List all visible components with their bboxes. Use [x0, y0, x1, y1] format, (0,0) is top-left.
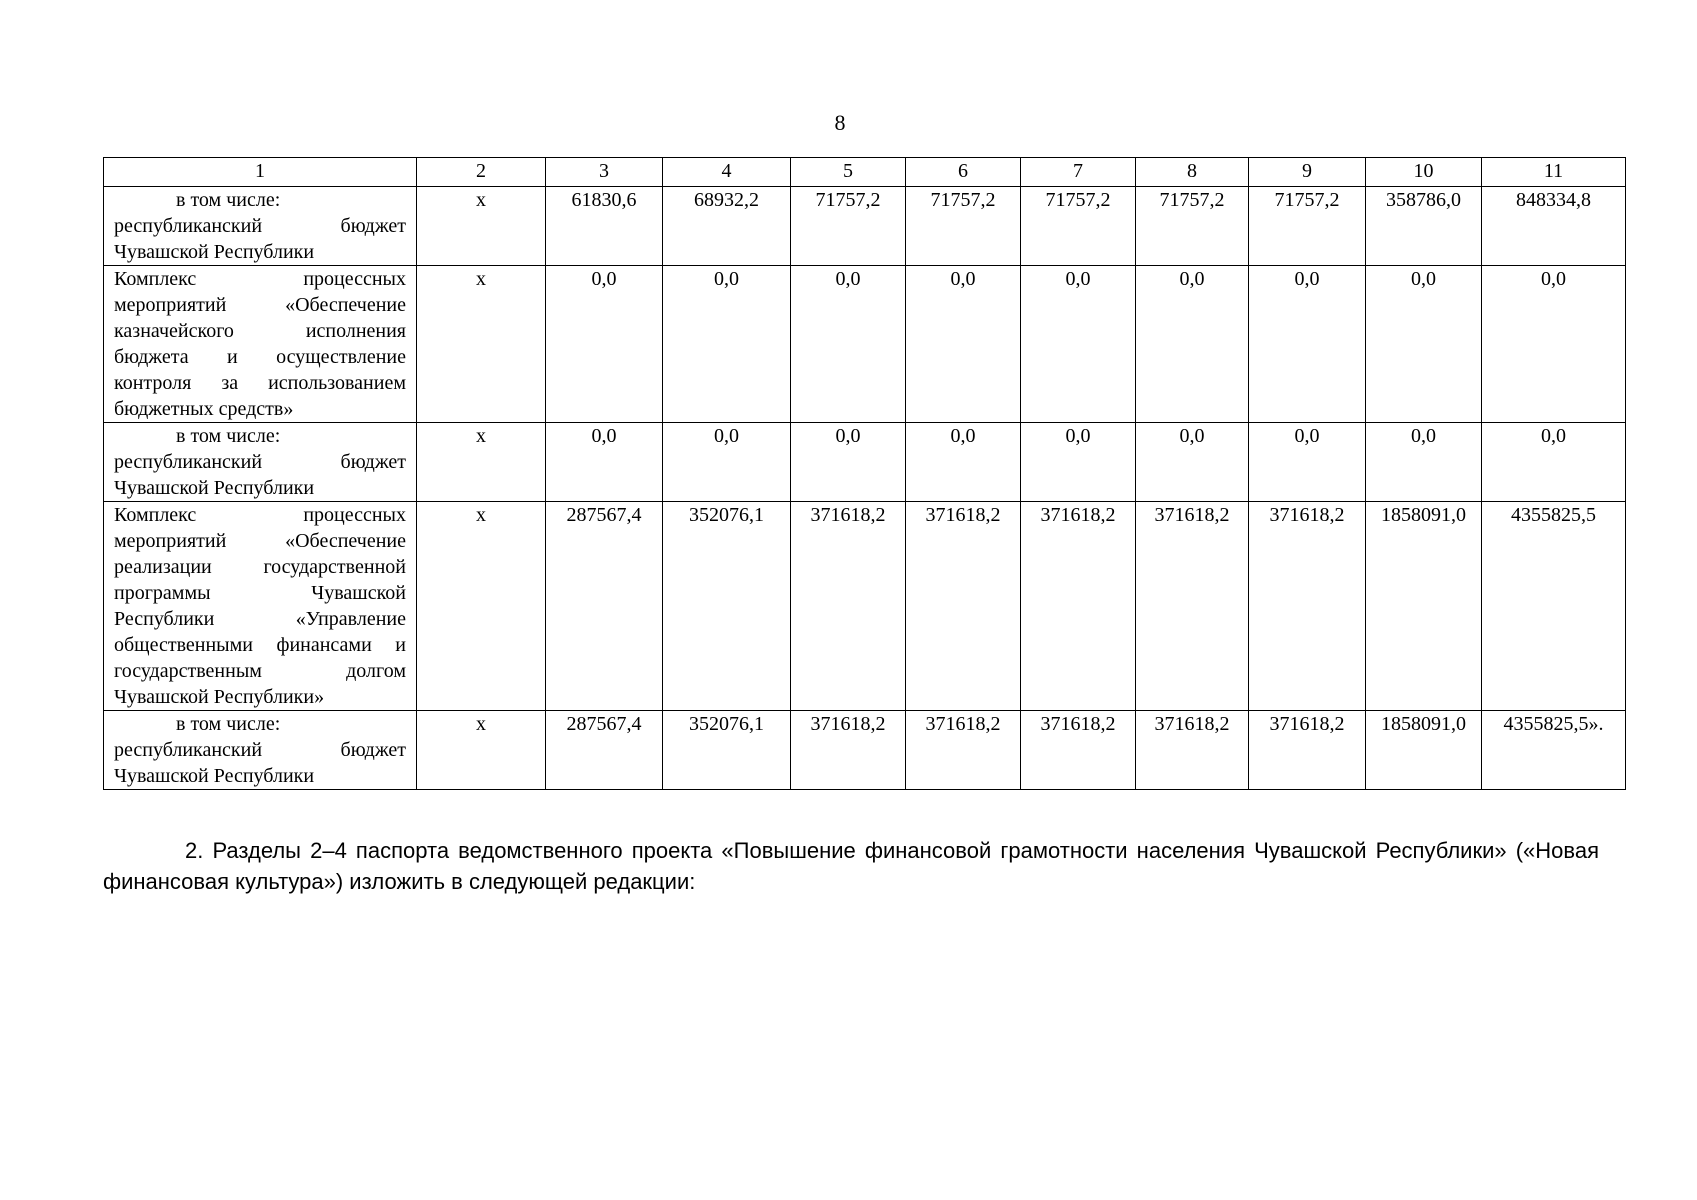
value-cell: 71757,2	[791, 187, 906, 266]
value-cell: 287567,4	[546, 711, 663, 790]
value-cell: 371618,2	[1021, 502, 1136, 711]
value-cell: 71757,2	[1249, 187, 1366, 266]
value-cell: 371618,2	[1249, 502, 1366, 711]
value-cell: 352076,1	[663, 711, 791, 790]
column-header: 11	[1482, 158, 1626, 187]
row-label-cell	[104, 502, 417, 711]
value-cell: 371618,2	[906, 502, 1021, 711]
value-cell: 0,0	[1021, 423, 1136, 502]
column-header: 6	[906, 158, 1021, 187]
row-label-intro: в том числе:	[176, 189, 281, 211]
value-cell: 71757,2	[1136, 187, 1249, 266]
budget-table	[103, 157, 1626, 790]
column-header: 3	[546, 158, 663, 187]
column-header: 5	[791, 158, 906, 187]
value-cell: 0,0	[546, 266, 663, 423]
value-cell: 371618,2	[1021, 711, 1136, 790]
value-cell: 0,0	[663, 423, 791, 502]
row-label-intro: в том числе:	[176, 425, 281, 447]
value-cell: 4355825,5».	[1482, 711, 1626, 790]
value-cell: 0,0	[1136, 423, 1249, 502]
value-cell: 371618,2	[791, 711, 906, 790]
value-cell: 61830,6	[546, 187, 663, 266]
column-header: 9	[1249, 158, 1366, 187]
row-label: республиканский бюджет Чувашской Республики	[114, 451, 406, 499]
row-label-intro: в том числе:	[176, 713, 281, 735]
value-cell: 352076,1	[663, 502, 791, 711]
value-cell: 287567,4	[546, 502, 663, 711]
table-row	[104, 502, 1626, 711]
row-label-cell	[104, 711, 417, 790]
column-header: 7	[1021, 158, 1136, 187]
row-label: республиканский бюджет Чувашской Республики	[114, 739, 406, 787]
value-cell: 371618,2	[791, 502, 906, 711]
value-cell: 371618,2	[1136, 711, 1249, 790]
value-cell: 371618,2	[1136, 502, 1249, 711]
column-header: 8	[1136, 158, 1249, 187]
value-cell: 0,0	[1482, 423, 1626, 502]
amendment-paragraph: 2. Разделы 2–4 паспорта ведомственного проекта «Повышение финансовой грамотности населения Чувашской Республики» («Новая финансовая культура») изложить в следующей редакции:	[103, 838, 1599, 894]
table-header-row	[104, 158, 1626, 187]
value-cell: 0,0	[791, 266, 906, 423]
value-cell: 371618,2	[906, 711, 1021, 790]
value-cell: 0,0	[791, 423, 906, 502]
page-number: 8	[834, 110, 846, 135]
value-cell: 1858091,0	[1366, 711, 1482, 790]
value-cell: 0,0	[663, 266, 791, 423]
value-cell: 0,0	[1249, 423, 1366, 502]
row-col2: х	[417, 711, 546, 790]
column-header: 2	[417, 158, 546, 187]
column-header: 10	[1366, 158, 1482, 187]
value-cell: 0,0	[906, 423, 1021, 502]
value-cell: 0,0	[1136, 266, 1249, 423]
table-row	[104, 423, 1626, 502]
row-col2: х	[417, 423, 546, 502]
value-cell: 848334,8	[1482, 187, 1626, 266]
value-cell: 0,0	[1482, 266, 1626, 423]
row-label: республиканский бюджет Чувашской Республики	[114, 215, 406, 263]
value-cell: 1858091,0	[1366, 502, 1482, 711]
value-cell: 0,0	[1366, 266, 1482, 423]
row-label: Комплекс процессных мероприятий «Обеспечение реализации государственной программы Чувашской Республики «Управление общественными финансами и государственным долгом Чувашской Республики»	[114, 504, 406, 708]
value-cell: 0,0	[1249, 266, 1366, 423]
row-col2: х	[417, 266, 546, 423]
row-label: Комплекс процессных мероприятий «Обеспечение казначейского исполнения бюджета и осуществление контроля за использованием бюджетных средств»	[114, 268, 406, 420]
row-col2: х	[417, 187, 546, 266]
value-cell: 71757,2	[1021, 187, 1136, 266]
value-cell: 71757,2	[906, 187, 1021, 266]
value-cell: 4355825,5	[1482, 502, 1626, 711]
table-row	[104, 266, 1626, 423]
row-label-cell	[104, 423, 417, 502]
value-cell: 0,0	[906, 266, 1021, 423]
table-row	[104, 187, 1626, 266]
row-col2: х	[417, 502, 546, 711]
value-cell: 371618,2	[1249, 711, 1366, 790]
value-cell: 0,0	[1021, 266, 1136, 423]
column-header: 1	[104, 158, 417, 187]
row-label-cell	[104, 266, 417, 423]
value-cell: 0,0	[1366, 423, 1482, 502]
table-row	[104, 711, 1626, 790]
value-cell: 0,0	[546, 423, 663, 502]
column-header: 4	[663, 158, 791, 187]
value-cell: 68932,2	[663, 187, 791, 266]
value-cell: 358786,0	[1366, 187, 1482, 266]
row-label-cell	[104, 187, 417, 266]
